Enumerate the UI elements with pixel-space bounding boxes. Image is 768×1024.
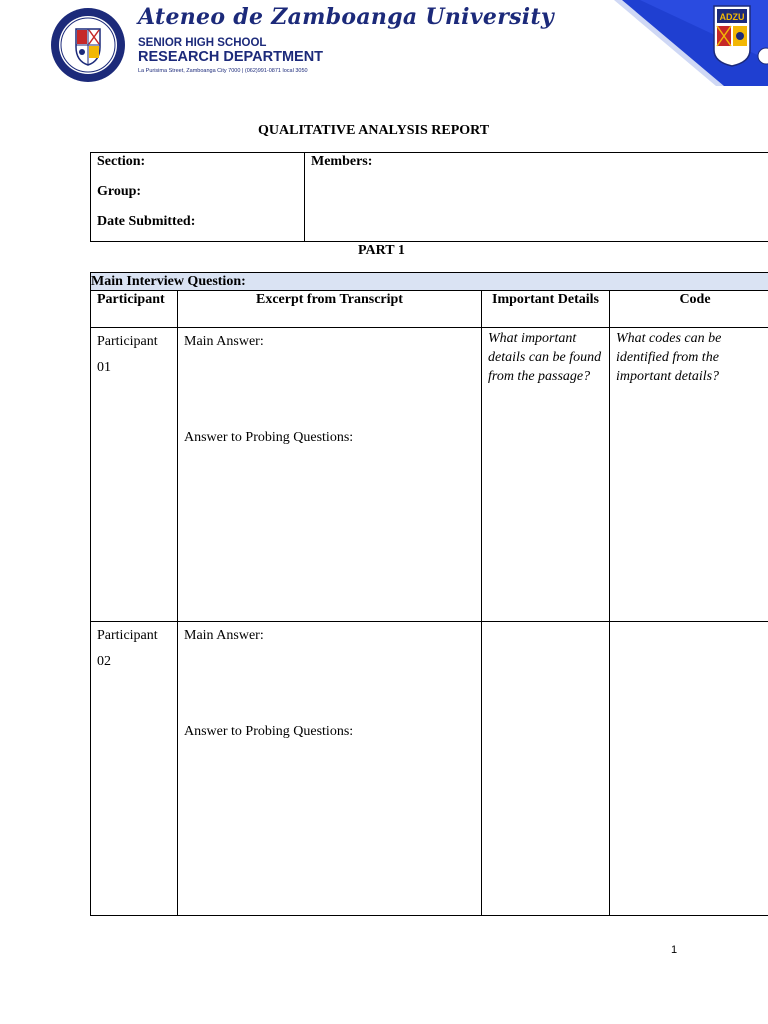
participant-cell — [91, 622, 178, 916]
excerpt-cell[interactable] — [178, 328, 482, 622]
table-row — [91, 328, 768, 622]
probing-answer-label: Answer to Probing Questions: — [184, 724, 354, 739]
date-submitted-label: Date Submitted: — [97, 214, 196, 229]
participant-label: Participant — [97, 334, 158, 349]
important-details-cell[interactable] — [482, 328, 610, 622]
code-hint: What codes can be identified from the important details? — [616, 331, 722, 384]
group-info-box — [90, 152, 768, 242]
participant-label: Participant — [97, 628, 158, 643]
school-name: SENIOR HIGH SCHOOL — [138, 37, 267, 49]
letterhead — [0, 0, 768, 86]
table-header-row — [91, 291, 768, 328]
document-title: QUALITATIVE ANALYSIS REPORT — [258, 123, 490, 138]
header-banner-graphic — [600, 0, 768, 86]
department-name: RESEARCH DEPARTMENT — [138, 49, 324, 65]
info-divider — [304, 153, 305, 241]
analysis-table — [90, 272, 768, 916]
header-excerpt: Excerpt from Transcript — [178, 291, 482, 328]
header-code: Code — [610, 291, 768, 328]
part-heading: PART 1 — [358, 243, 405, 258]
main-question-label: Main Interview Question: — [91, 273, 768, 291]
main-answer-label: Main Answer: — [184, 334, 264, 349]
participant-number: 01 — [97, 360, 111, 375]
important-details-cell[interactable] — [482, 622, 610, 916]
section-label: Section: — [97, 154, 146, 169]
university-name: Ateneo de Zamboanga University — [138, 4, 554, 30]
badge-label: ADZU — [719, 12, 745, 22]
main-question-row — [91, 273, 768, 291]
group-label: Group: — [97, 184, 142, 199]
members-label: Members: — [311, 154, 373, 169]
page-number: 1 — [671, 944, 678, 956]
code-cell[interactable] — [610, 622, 768, 916]
school-address: La Purisima Street, Zamboanga City 7000 | (062)991-0871 local 3050 — [138, 68, 308, 74]
header-participant: Participant — [91, 291, 178, 328]
adzu-badge-icon — [714, 6, 750, 66]
excerpt-cell[interactable] — [178, 622, 482, 916]
participant-number: 02 — [97, 654, 111, 669]
main-answer-label: Main Answer: — [184, 628, 264, 643]
probing-answer-label: Answer to Probing Questions: — [184, 430, 354, 445]
university-seal-icon — [50, 7, 126, 83]
header-important-details: Important Details — [482, 291, 610, 328]
code-cell[interactable] — [610, 328, 768, 622]
details-hint: What important details can be found from the passage? — [488, 331, 602, 384]
table-row — [91, 622, 768, 916]
participant-cell — [91, 328, 178, 622]
